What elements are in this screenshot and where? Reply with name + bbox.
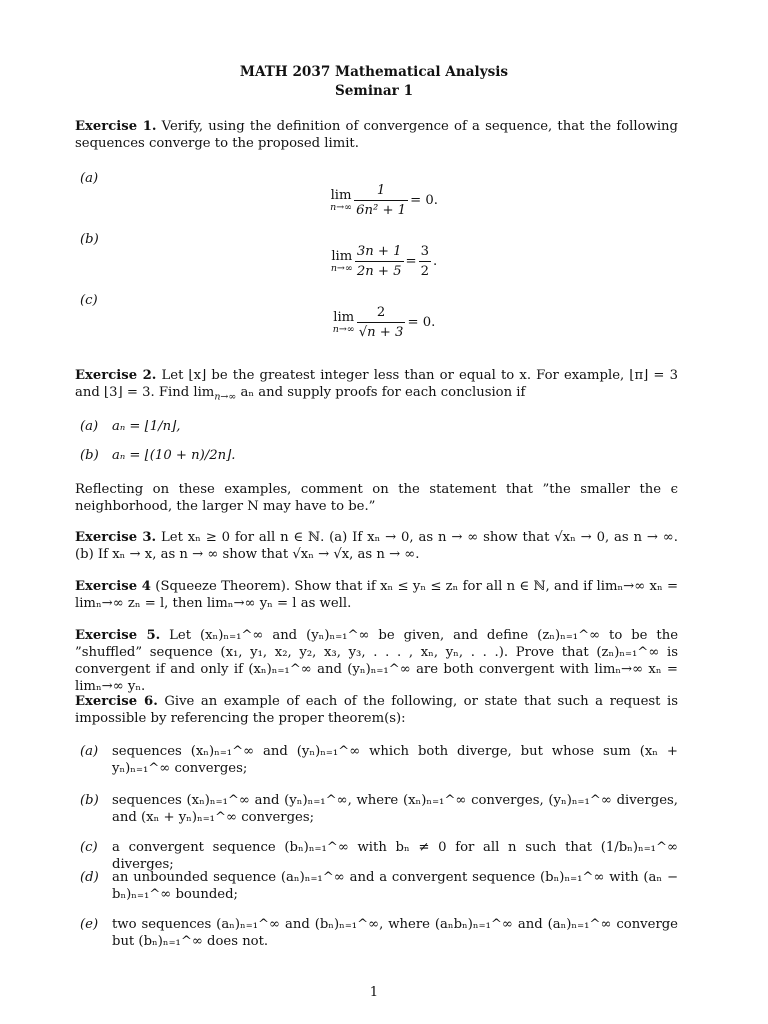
exercise-1c-label: (c) <box>80 293 98 308</box>
exercise-6b-label: (b) <box>80 793 99 808</box>
exercise-1-label: Exercise 1. <box>75 119 157 134</box>
exercise-1-text: Verify, using the definition of convergence of a sequence, that the following sequences converge to the proposed limit. <box>75 119 678 151</box>
exercise-5 <box>75 627 678 695</box>
exercise-3-text: Let xₙ ≥ 0 for all n ∈ ℕ. (a) If xₙ → 0, as n → ∞ show that √xₙ → 0, as n → ∞. (b) If xₙ → x, as n → ∞ show that √xₙ → √x, as n → ∞. <box>75 530 678 562</box>
exercise-1c-equation: lim n→∞ $\frac{2}{√n + 3}$ = 0. <box>332 305 436 340</box>
limit-operator: lim n→∞ <box>330 248 353 274</box>
exercise-1a-label: (a) <box>80 171 99 186</box>
fraction: $\frac{1}{\text{6n² + 1}}$ <box>356 183 407 218</box>
exercise-2b-label: (b) <box>80 448 99 463</box>
exercise-5-label: Exercise 5. <box>75 628 161 643</box>
limit-operator: lim n→∞ <box>332 309 355 335</box>
exercise-4-text: Show that if xₙ ≤ yₙ ≤ zₙ for all n ∈ ℕ, and if limₙ→∞ xₙ = limₙ→∞ zₙ = l, then limₙ→∞ yₙ = l as well. <box>75 579 678 611</box>
exercise-6-text: Give an example of each of the following, or state that such a request is impossible by referencing the proper theorem(s): <box>75 694 678 726</box>
exercise-6d-label: (d) <box>80 870 99 885</box>
exercise-6c-text: a convergent sequence (bₙ)ₙ₌₁^∞ with bₙ ≠ 0 for all n such that (1/bₙ)ₙ₌₁^∞ diverges; <box>112 840 678 872</box>
exercise-6a-text: sequences (xₙ)ₙ₌₁^∞ and (yₙ)ₙ₌₁^∞ which both diverge, but whose sum (xₙ + yₙ)ₙ₌₁^∞ converges; <box>112 744 678 776</box>
fraction: $\frac{2}{√n + 3}$ <box>358 305 404 340</box>
exercise-2: Exercise 2. Let ⌊x⌋ be the greatest integer less than or equal to x. For example, ⌊π⌋ = 3 and ⌊3⌋ = 3. Find $\lim_{n\to\infty} a_n$ and supply proofs for each conclusion if <box>75 368 678 403</box>
exercise-2a-label: (a) <box>80 419 99 434</box>
exercise-3-label: Exercise 3. <box>75 530 157 545</box>
exercise-2-text: Let ⌊x⌋ be the greatest integer less than or equal to x. For example, ⌊π⌋ = 3 and ⌊3⌋ = 3. Find lim <box>75 368 678 400</box>
document-title: MATH 2037 Mathematical Analysis <box>239 64 509 80</box>
exercise-1b-label: (b) <box>80 232 99 247</box>
exercise-6-label: Exercise 6. <box>75 694 158 709</box>
exercise-6e-text: two sequences (aₙ)ₙ₌₁^∞ and (bₙ)ₙ₌₁^∞, where (aₙbₙ)ₙ₌₁^∞ and (aₙ)ₙ₌₁^∞ converge but (bₙ)ₙ₌₁^∞ does not. <box>112 917 678 949</box>
exercise-6e-label: (e) <box>80 917 99 932</box>
limit-operator: lim n→∞ <box>330 187 353 213</box>
exercise-3 <box>75 529 678 563</box>
exercise-5-text: Let (xₙ)ₙ₌₁^∞ and (yₙ)ₙ₌₁^∞ be given, and define (zₙ)ₙ₌₁^∞ to be the ”shuffled” sequence (x₁, y₁, x₂, y₂, x₃, y₃, . . . , xₙ, yₙ, . . .). Prove that (zₙ)ₙ₌₁^∞ is convergent if and only if (xₙ)ₙ₌₁^∞ and (yₙ)ₙ₌₁^∞ are both convergent with limₙ→∞ xₙ = limₙ→∞ yₙ. <box>75 628 678 694</box>
exercise-2a-text: aₙ = ⌊1/n⌋, <box>112 419 181 434</box>
exercise-2b-text: aₙ = ⌊(10 + n)/2n⌋. <box>112 448 236 463</box>
exercise-6c-label: (c) <box>80 840 98 855</box>
exercise-4-label: Exercise 4 <box>75 579 151 594</box>
fraction: $\frac{3}{2}$ <box>420 244 429 279</box>
exercise-6b-text: sequences (xₙ)ₙ₌₁^∞ and (yₙ)ₙ₌₁^∞, where (xₙ)ₙ₌₁^∞ converges, (yₙ)ₙ₌₁^∞ diverges, and (xₙ + yₙ)ₙ₌₁^∞ converges; <box>112 793 678 825</box>
exercise-4 <box>75 578 678 612</box>
exercise-6 <box>75 693 678 727</box>
fraction: $\frac{3n + 1}{2n + 5}$ <box>356 244 402 279</box>
exercise-2-label: Exercise 2. <box>75 368 157 383</box>
exercise-2-reflection: Reflecting on these examples, comment on the statement that ”the smaller the ϵ neighborhood, the larger N may have to be.” <box>75 482 678 514</box>
exercise-1 <box>75 118 678 152</box>
page-number: 1 <box>369 985 379 1000</box>
exercise-1b-equation: lim n→∞ $\frac{3n + 1}{2n + 5}$ = $\frac{3}{2}$ . <box>330 244 438 279</box>
exercise-6d-text: an unbounded sequence (aₙ)ₙ₌₁^∞ and a convergent sequence (bₙ)ₙ₌₁^∞ with (aₙ − bₙ)ₙ₌₁^∞ bounded; <box>112 870 678 902</box>
exercise-6a-label: (a) <box>80 744 99 759</box>
document-subtitle: Seminar 1 <box>334 83 414 99</box>
exercise-1a-equation: lim n→∞ $\frac{1}{\text{6n² + 1}}$ = 0. <box>330 183 438 218</box>
exercise-4-title: (Squeeze Theorem). <box>155 579 291 594</box>
